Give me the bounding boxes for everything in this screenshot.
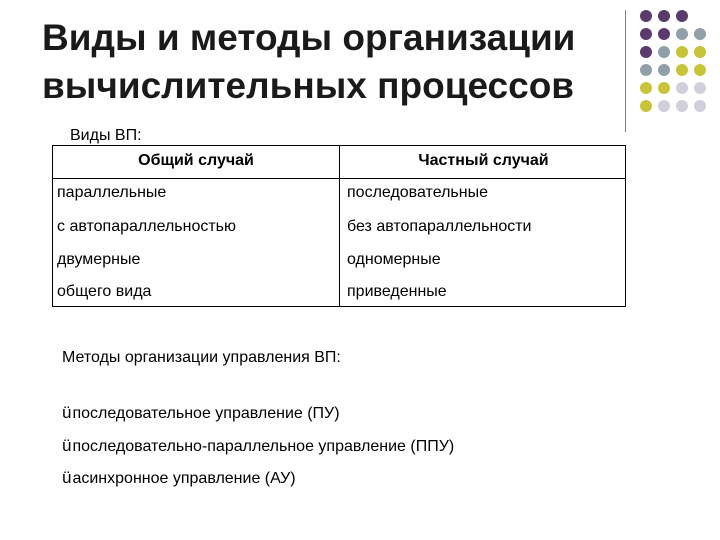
types-subtitle: Виды ВП: bbox=[70, 127, 142, 144]
decorative-dot bbox=[658, 10, 670, 22]
decorative-dot bbox=[676, 82, 688, 94]
checkmark-icon: ü bbox=[62, 468, 72, 487]
method-item bbox=[62, 403, 340, 423]
types-table bbox=[52, 145, 626, 307]
methods-title: Методы организации управления ВП: bbox=[62, 349, 341, 366]
slide-title-line-1: Виды и методы организации bbox=[42, 17, 576, 58]
checkmark-icon: ü bbox=[62, 403, 72, 422]
table-cell: последовательные bbox=[347, 184, 488, 201]
decorative-dot bbox=[658, 28, 670, 40]
method-item-label: асинхронное управление (АУ) bbox=[72, 470, 296, 487]
method-item bbox=[62, 436, 454, 456]
method-item-label: последовательное управление (ПУ) bbox=[72, 405, 340, 422]
decorative-dot bbox=[676, 10, 688, 22]
decorative-dot bbox=[658, 46, 670, 58]
method-item-label: последовательно-параллельное управление (ППУ) bbox=[72, 438, 455, 455]
table-cell: без автопараллельности bbox=[347, 218, 532, 235]
decorative-dot bbox=[640, 64, 652, 76]
decorative-dot bbox=[676, 64, 688, 76]
decorative-dot-grid bbox=[640, 10, 706, 112]
decorative-dot bbox=[676, 100, 688, 112]
decorative-dot bbox=[694, 46, 706, 58]
title-divider bbox=[625, 10, 626, 132]
decorative-dot bbox=[694, 64, 706, 76]
table-header-divider bbox=[53, 178, 625, 179]
decorative-dot bbox=[640, 100, 652, 112]
decorative-dot bbox=[694, 28, 706, 40]
decorative-dot bbox=[640, 46, 652, 58]
decorative-dot bbox=[694, 82, 706, 94]
decorative-dot bbox=[640, 28, 652, 40]
table-header-general: Общий случай bbox=[138, 152, 254, 169]
decorative-dot bbox=[676, 46, 688, 58]
decorative-dot bbox=[658, 82, 670, 94]
decorative-dot bbox=[694, 10, 706, 22]
decorative-dot bbox=[658, 100, 670, 112]
table-cell: общего вида bbox=[57, 283, 152, 300]
table-header-particular: Частный случай bbox=[418, 152, 549, 169]
decorative-dot bbox=[694, 100, 706, 112]
slide-title-line-2: вычислительных процессов bbox=[42, 65, 575, 106]
decorative-dot bbox=[640, 10, 652, 22]
table-cell: параллельные bbox=[57, 184, 167, 201]
method-item bbox=[62, 468, 296, 488]
table-cell: двумерные bbox=[57, 251, 141, 268]
table-column-divider bbox=[339, 146, 340, 306]
decorative-dot bbox=[658, 64, 670, 76]
checkmark-icon: ü bbox=[62, 436, 72, 455]
slide-title bbox=[42, 14, 622, 110]
decorative-dot bbox=[676, 28, 688, 40]
table-cell: с автопараллельностью bbox=[57, 218, 237, 235]
decorative-dot bbox=[640, 82, 652, 94]
table-cell: приведенные bbox=[347, 283, 447, 300]
table-cell: одномерные bbox=[347, 251, 441, 268]
